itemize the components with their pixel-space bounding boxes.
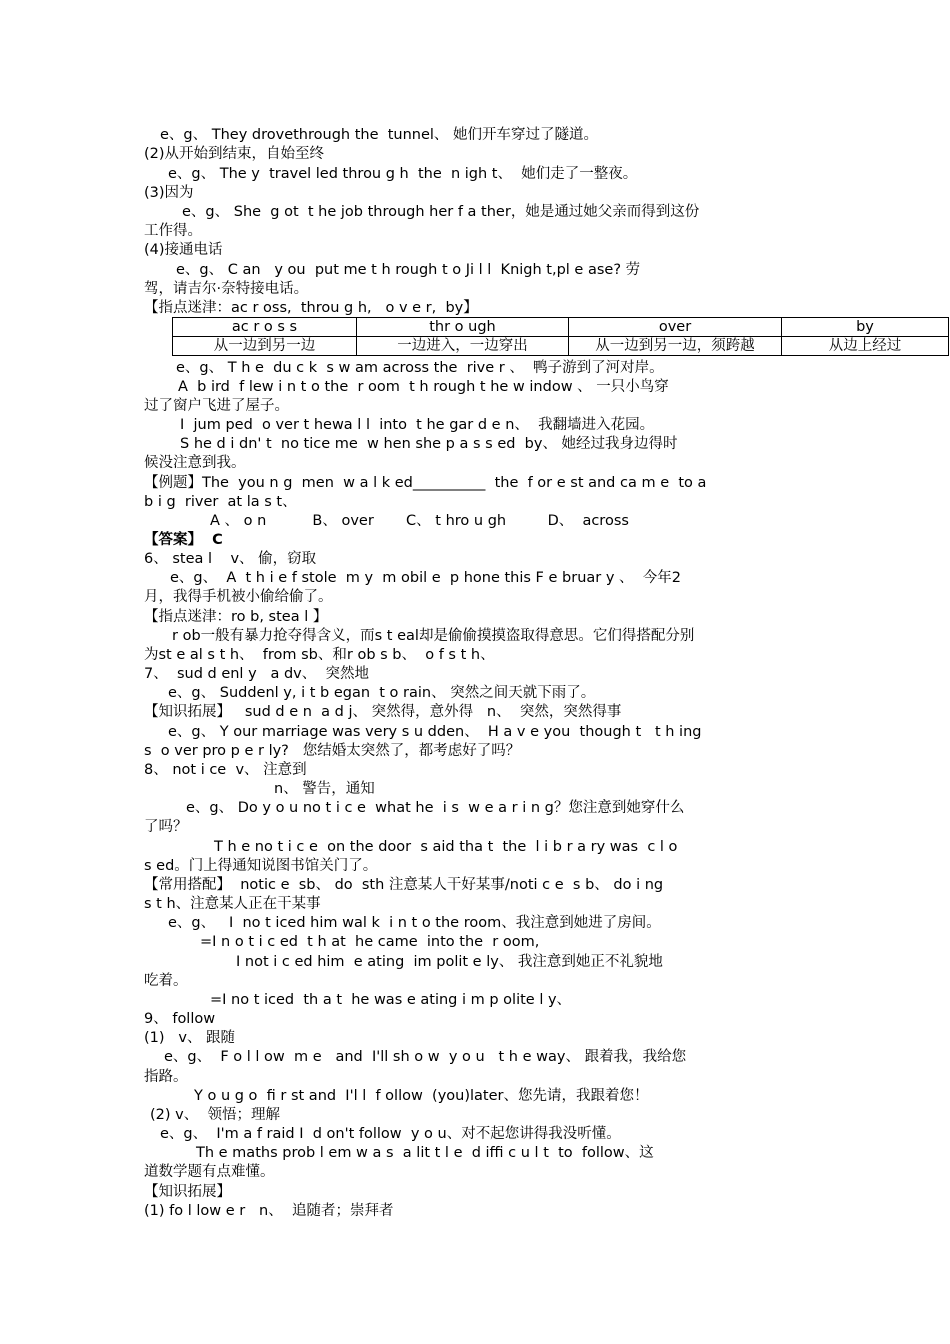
text-line: 【答案】 C: [144, 532, 223, 548]
text-line: =I n o t i c ed t h at he came into the r oom,: [200, 934, 540, 950]
text-line: e、g、 T h e du c k s w am across the rive r 、 鸭子游到了河对岸。: [176, 360, 664, 376]
text-line: =I no t iced th a t he was e ating i m p olite l y、: [210, 992, 572, 1008]
text-line: e、g、 She g ot t he job through her f a ther，她是通过她父亲而得到这份: [182, 204, 700, 220]
table-row: [173, 337, 949, 356]
table-cell: 从边上经过: [782, 337, 949, 356]
text-line: s t h、注意某人正在干某事: [144, 896, 321, 912]
text-line: e、g、 Suddenl y, i t b egan t o rain、 突然之间天就下雨了。: [168, 685, 596, 701]
text-line: 7、 sud d enl y a dv、 突然地: [144, 666, 369, 682]
text-line: e、g、 I no t iced him wal k i n t o the room、我注意到她进了房间。: [168, 915, 661, 931]
text-line: e、g、 The y travel led throu g h the n igh t、 她们走了一整夜。: [168, 166, 638, 182]
text-line: (4)接通电话: [144, 242, 223, 258]
text-line: Y o u g o fi r st and I'l l f ollow (you)later、您先请，我跟着您！: [194, 1088, 649, 1104]
text-line: (1) fo l low e r n、 追随者；崇拜者: [144, 1203, 394, 1219]
text-line: e、g、 A t h i e f stole m y m obil e p hone this F e bruar y 、 今年2: [170, 570, 681, 586]
text-line: 指路。: [144, 1069, 188, 1085]
text-line: 道数学题有点难懂。: [144, 1164, 275, 1180]
text-line: 【知识拓展】: [144, 1184, 231, 1200]
text-line: b i g river at la s t、: [144, 494, 297, 510]
text-line: e、g、 I'm a f raid I d on't follow y o u、对不起您讲得我没听懂。: [160, 1126, 621, 1142]
text-line: 【指点迷津：ro b, stea l 】: [144, 609, 328, 625]
text-line: 过了窗户飞进了屋子。: [144, 398, 289, 414]
text-line: 【例题】The you n g men w a l k ed__________ the f or e st and ca m e to a: [144, 475, 707, 491]
text-line: I jum ped o ver t hewa l l into t he gar d e n、 我翻墙进入花园。: [180, 417, 655, 433]
text-line: 8、 not i ce v、 注意到: [144, 762, 307, 778]
text-line: 工作得。: [144, 223, 202, 239]
table-header-cell: ac r o s s: [173, 318, 357, 337]
text-line: e、g、 Y our marriage was very s u dden、 H a v e you though t t h ing: [168, 724, 702, 740]
table-header-cell: by: [782, 318, 949, 337]
text-line: r ob一般有暴力抢夺得含义，而s t eal却是偷偷摸摸盗取得意思。它们得搭配分别: [172, 628, 695, 644]
text-line: A 、 o n B、 over C、 t hro u gh D、 across: [210, 513, 629, 529]
text-line: e、g、 C an y ou put me t h rough t o Ji l l Knigh t,pl e ase? 劳: [176, 262, 641, 278]
text-line: I not i c ed him e ating im polit e ly、 我注意到她正不礼貌地: [236, 954, 663, 970]
text-line: e、g、 They drovethrough the tunnel、 她们开车穿过了隧道。: [160, 127, 599, 143]
text-line: (3)因为: [144, 185, 194, 201]
text-line: 【指点迷津：ac r oss, throu g h, o v e r, by】: [144, 300, 478, 316]
text-line: T h e no t i c e on the door s aid tha t the l i b r a ry was c l o: [214, 839, 678, 855]
text-line: 6、 stea l v、 偷，窃取: [144, 551, 317, 567]
text-line: 【知识拓展】 sud d e n a d j、 突然得，意外得 n、 突然，突然得事: [144, 704, 622, 720]
table-cell: 从一边到另一边: [173, 337, 357, 356]
text-line: 吃着。: [144, 973, 188, 989]
text-line: (2)从开始到结束，自始至终: [144, 146, 325, 162]
text-line: (2) v、 领悟；理解: [150, 1107, 280, 1123]
text-line: 候没注意到我。: [144, 455, 246, 471]
text-line: s ed。门上得通知说图书馆关门了。: [144, 858, 378, 874]
table-header-cell: over: [569, 318, 782, 337]
table-cell: 从一边到另一边，须跨越: [569, 337, 782, 356]
text-line: 9、 follow: [144, 1011, 216, 1027]
text-line: s o ver pro p e r ly? 您结婚太突然了，都考虑好了吗？: [144, 743, 521, 759]
text-line: 了吗？: [144, 819, 188, 835]
table-cell: 一边进入，一边穿出: [357, 337, 569, 356]
text-line: Th e maths prob l em w a s a lit t l e d iffi c u l t to follow、这: [196, 1145, 654, 1161]
text-line: e、g、 F o l l ow m e and I'll sh o w y o u t h e way、 跟着我，我给您: [164, 1049, 687, 1065]
text-line: (1) v、 跟随: [144, 1030, 236, 1046]
text-line: 【常用搭配】 notic e sb、 do sth 注意某人干好某事/noti c e s b、 do i ng: [144, 877, 664, 893]
text-line: n、 警告，通知: [274, 781, 375, 797]
text-line: e、g、 Do y o u no t i c e what he i s w e a r i n g？您注意到她穿什么: [186, 800, 685, 816]
text-line: 月，我得手机被小偷给偷了。: [144, 589, 333, 605]
text-line: S he d i dn' t no tice me w hen she p a s s ed by、 她经过我身边得时: [180, 436, 678, 452]
table-header-row: [173, 318, 949, 337]
text-line: 为st e al s t h、 from sb、和r ob s b、 o f s t h、: [144, 647, 495, 663]
text-line: A b ird f lew i n t o the r oom t h rough t he w indow 、 一只小鸟穿: [178, 379, 669, 395]
comparison-table: [172, 317, 949, 356]
table-header-cell: thr o ugh: [357, 318, 569, 337]
text-line: 驾，请吉尔·奈特接电话。: [144, 281, 309, 297]
